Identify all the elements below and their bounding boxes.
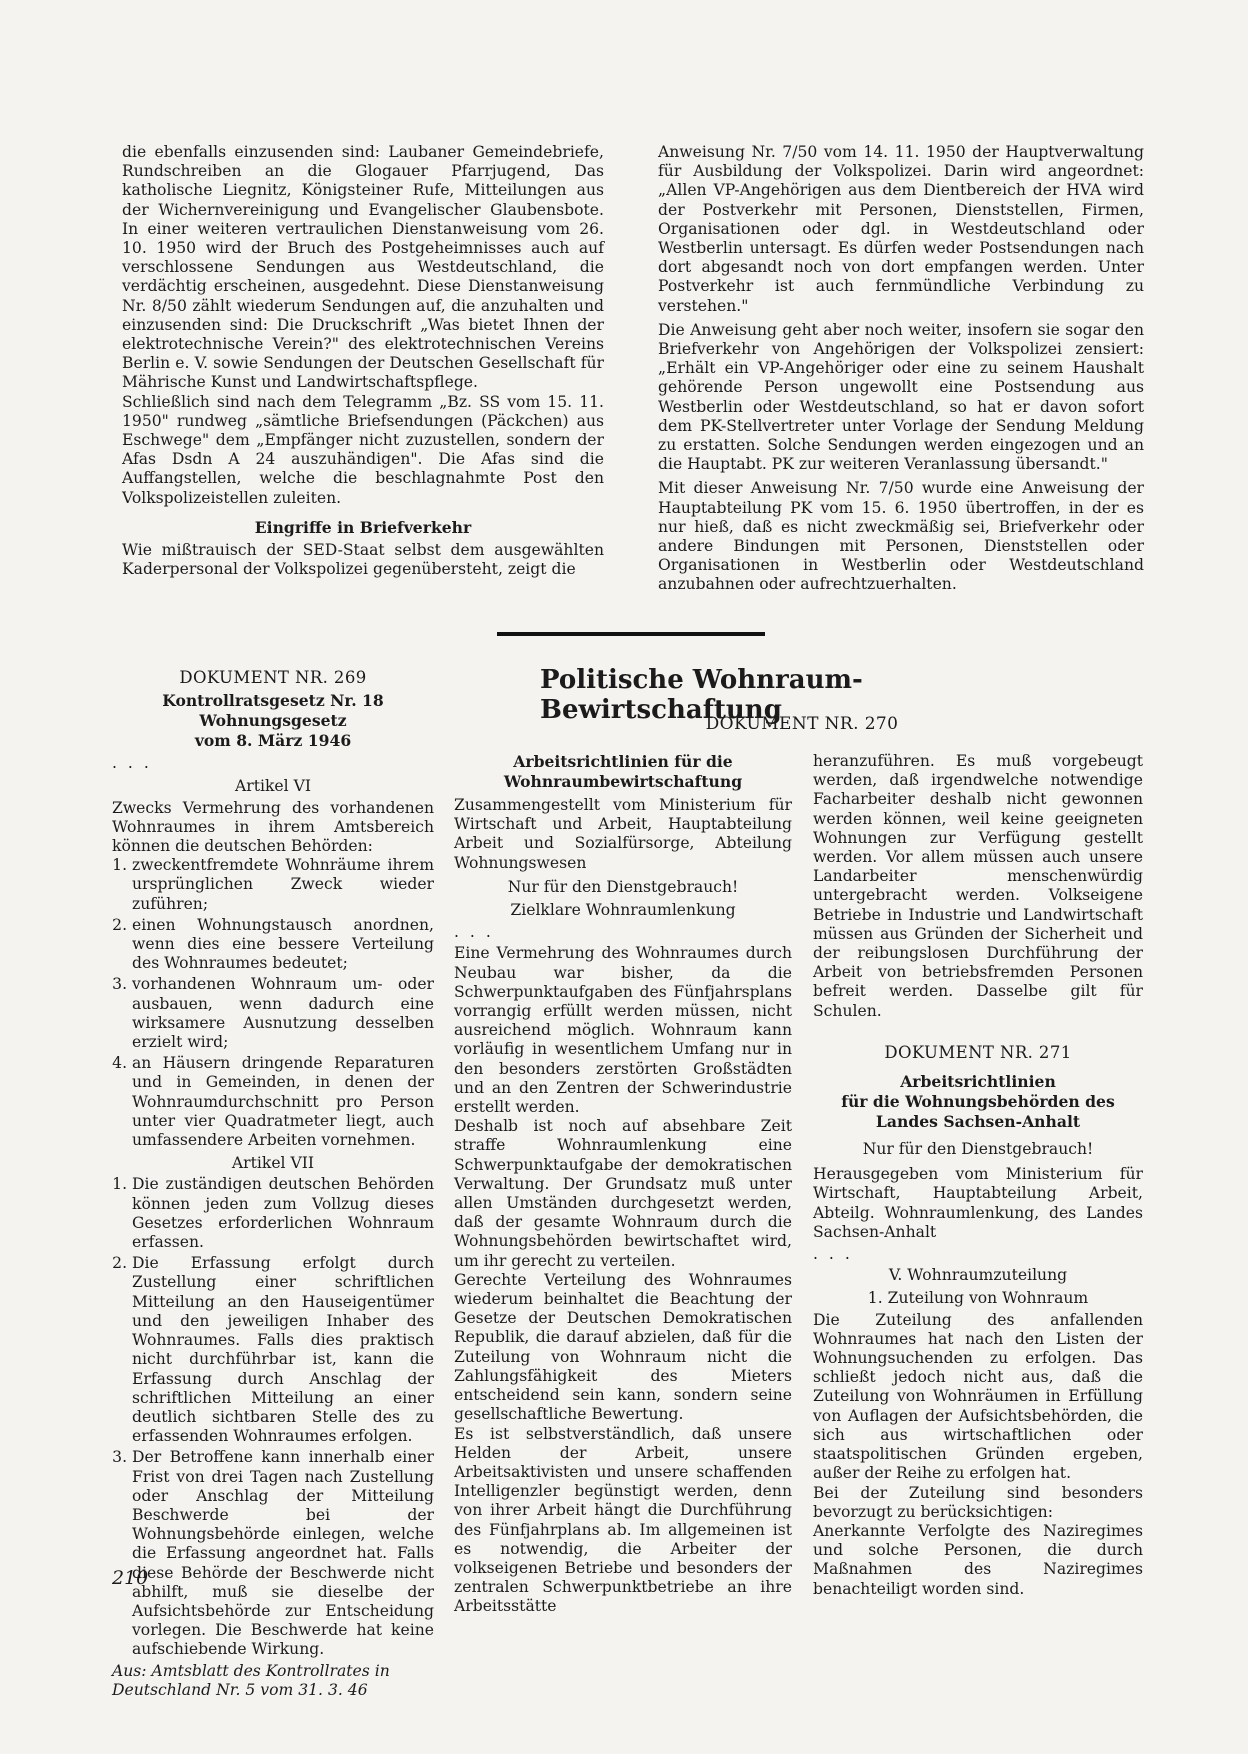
section-subheading: Eingriffe in Briefverkehr [254,517,472,537]
list-item: 1. Die zuständigen deutschen Behörden können jeden zum Vollzug dieses Gesetzes erforderlichen Wohnraum erfassen. [132,1175,434,1252]
list-item: 1. zweckentfremdete Wohnräume ihrem ursprünglichen Zweck wieder zuführen; [132,856,434,914]
article-heading: Artikel VI [234,777,311,796]
restricted-notice: Nur für den Dienstgebrauch! [862,1140,1094,1159]
paragraph: Zwecks Vermehrung des vorhandenen Wohnraumes in ihrem Amtsbereich können die deutschen Behörden: [112,798,434,856]
page-number: 210 [112,1567,149,1589]
paragraph: Deshalb ist noch auf absehbare Zeit straffe Wohnraumlenkung eine Schwerpunktaufgabe der demokratischen Verwaltung. Der Grundsatz muß unter allen Umständen durchgesetzt werden, daß der gesamte Wohnraum durch die Wohnungsbehörden bewirtschaftet wird, um ihr gerecht zu verteilen. [454,1117,792,1270]
paragraph: Schließlich sind nach dem Telegramm „Bz. SS vom 15. 11. 1950" rundweg „sämtliche Briefsendungen (Päckchen) aus Eschwege" dem „Empfänger nicht zuzustellen, sondern der Afas Dsdn A 24 auszuhändigen". Die Afas sind die Auffangstellen, welche die beschlagnahmte Post den Volkspolizeistellen zuleiten. [122,392,604,507]
article-7-list [112,1175,434,1659]
document-number-269: DOKUMENT NR. 269 [179,668,367,687]
list-item: 4. an Häusern dringende Reparaturen und in Gemeinden, in denen der Wohnraumdurchschnitt pro Person unter vier Quadratmeter liegt, auch umfassendere Arbeiten vornehmen. [132,1054,434,1150]
list-item: 3. Der Betroffene kann innerhalb einer Frist von drei Tagen nach Zustellung oder Anschlag der Mitteilung Beschwerde bei der Wohnungsbehörde einlegen, welche die Erfassung angeordnet hat. Falls diese Behörde der Beschwerde nicht abhilft, muß sie dieselbe der Aufsichtsbehörde zur Entscheidung vorlegen. Die Beschwerde hat keine aufschiebende Wirkung. [132,1448,434,1659]
paragraph: heranzuführen. Es muß vorgebeugt werden, daß irgendwelche notwendige Facharbeiter deshalb nicht gewonnen werden können, weil keine geeigneten Wohnungen zur Verfügung gestellt werden. Vor allem müssen auch unsere Landarbeiter menschenwürdig untergebracht werden. Volkseigene Betriebe in Industrie und Landwirtschaft müssen aus Gründen der Sicherheit und der reibungslosen Durchführung der Arbeit von betriebsfremden Personen befreit werden. Dasselbe gilt für Schulen. [813,752,1143,1020]
document-number-271: DOKUMENT NR. 271 [884,1042,1072,1062]
section-heading: Zielklare Wohnraumlenkung [510,901,736,920]
paragraph: Bei der Zuteilung sind besonders bevorzugt zu berücksichtigen: [813,1483,1143,1521]
document-number-270: DOKUMENT NR. 270 [705,714,899,734]
paragraph: Gerechte Verteilung des Wohnraumes wiederum beinhaltet die Beachtung der Gesetze der Deutschen Demokratischen Republik, die darauf abzielen, daß für die Zuteilung von Wohnraum nicht die Zahlungsfähigkeit des Mieters entscheidend sein kann, sondern seine gesellschaftliche Bewertung. [454,1270,792,1424]
section-heading: V. Wohnraumzuteilung [888,1266,1068,1285]
list-item: 2. Die Erfassung erfolgt durch Zustellung einer schriftlichen Mitteilung an den Hauseigentümer und den jeweiligen Inhaber des Wohnraumes. Falls dies praktisch nicht durchführbar ist, kann die Erfassung durch Anschlag der schriftlichen Mitteilung an einer deutlich sichtbaren Stelle des zu erfassenden Wohnraumes erfolgen. [132,1254,434,1446]
restricted-notice: Nur für den Dienstgebrauch! [507,877,739,896]
paragraph: Die Zuteilung des anfallenden Wohnraumes hat nach den Listen der Wohnungsuchenden zu erfolgen. Das schließt jedoch nicht aus, daß die Zuteilung von Wohnräumen in Erfüllung von Auflagen der Aufsichtsbehörden, die sich aus wirtschaftlichen oder staatspolitischen Gründen ergeben, außer der Reihe zu erfolgen hat. [813,1310,1143,1483]
document-title: für die Wohnungsbehörden des Landes Sachsen-Anhalt [841,1092,1115,1132]
top-left-column [122,143,604,584]
ellipsis: . . . [112,754,152,773]
document-title: vom 8. März 1946 [194,731,352,751]
list-item: 3. vorhandenen Wohnraum um- oder ausbauen, wenn dadurch eine wirksamere Ausnutzung desselben erzielt wird; [132,975,434,1052]
source-citation: Aus: Amtsblatt des Kontrollrates in Deutschland Nr. 5 vom 31. 3. 46 [112,1661,390,1699]
publisher: Herausgegeben vom Ministerium für Wirtschaft, Hauptabteilung Arbeit, Abteilg. Wohnraumlenkung, des Landes Sachsen-Anhalt [813,1165,1143,1241]
paragraph: Die Anweisung geht aber noch weiter, insofern sie sogar den Briefverkehr von Angehörigen der Volkspolizei zensiert: „Erhält ein VP-Angehöriger oder eine zu seinem Haushalt gehörende Person ungewollt eine Postsendung aus Westberlin oder Westdeutschland, so hat er davon sofort dem PK-Stellvertreter unter Vorlage der Sendung Meldung zu erstatten. Solche Sendungen werden eingezogen und an die Hauptabt. PK zur weiteren Veranlassung übersandt." [658,320,1144,474]
paragraph: die ebenfalls einzusenden sind: Laubaner Gemeindebriefe, Rundschreiben an die Glogauer Pfarrjugend, Das katholische Liegnitz, Königsteiner Rufe, Mitteilungen aus der Wichernvereinigung und Evangelischer Glaubensbote. In einer weiteren vertraulichen Dienstanweisung vom 26. 10. 1950 wird der Bruch des Postgeheimnisses auch auf verschlossene Sendungen aus Westdeutschland, die verdächtig erscheinen, ausgedehnt. Diese Dienstanweisung Nr. 8/50 zählt wiederum Sendungen auf, die anzuhalten und einzusenden sind: Die Druckschrift „Was bietet Ihnen der elektrotechnische Verein?" des elektrotechnischen Vereins Berlin e. V. sowie Sendungen der Deutschen Gesellschaft für Mährische Kunst und Landwirtschaftspflege. [122,143,604,392]
paragraph: Eine Vermehrung des Wohnraumes durch Neubau war bisher, da die Schwerpunktaufgaben des Fünfjahrsplans vorrangig erfüllt werden müssen, nicht ausreichend möglich. Wohnraum kann vorläufig in wesentlichem Umfang nur in den besonders zerstörten Großstädten und an den Zentren der Schwerindustrie erstellt werden. [454,944,792,1117]
section-divider [497,632,765,636]
paragraph: Mit dieser Anweisung Nr. 7/50 wurde eine Anweisung der Hauptabteilung PK vom 15. 6. 1950 übertroffen, in der es nur hieß, daß es nicht zweckmäßig sei, Briefverkehr oder andere Bindungen mit Personen, Dienststellen oder Organisationen in Westberlin oder Westdeutschland anzubahnen oder aufrechtzuerhalten. [658,479,1144,594]
ellipsis: . . . [454,923,494,942]
list-item: 2. einen Wohnungstausch anordnen, wenn dies eine bessere Verteilung des Wohnraumes bedeutet; [132,916,434,974]
paragraph: Wie mißtrauisch der SED-Staat selbst dem ausgewählten Kaderpersonal der Volkspolizei gegenübersteht, zeigt die [122,541,604,579]
paragraph: Anweisung Nr. 7/50 vom 14. 11. 1950 der Hauptverwaltung für Ausbildung der Volkspolizei. Darin wird angeordnet: „Allen VP-Angehörigen aus dem Dientbereich der HVA wird der Postverkehr mit Personen, Dienststellen, Firmen, Organisationen oder dgl. in Westdeutschland oder Westberlin untersagt. Es dürfen weder Postsendungen nach dort abgesandt noch von dort empfangen werden. Unter Postverkehr ist auch fernmündliche Verbindung zu verstehen." [658,143,1144,315]
paragraph: Es ist selbstverständlich, daß unsere Helden der Arbeit, unsere Arbeitsaktivisten und unsere schaffenden Intelligenzler begünstigt werden, denn von ihrer Arbeit hängt die Durchführung des Fünfjahrplans ab. Im allgemeinen ist es notwendig, die Arbeiter der volkseigenen Betriebe und besonders der zentralen Schwerpunktbetriebe an ihre Arbeitsstätte [454,1424,792,1616]
page-heading: Politische Wohnraum-Bewirtschaftung [540,665,863,725]
article-6-list [112,856,434,1150]
article-heading: Artikel VII [231,1154,315,1173]
top-right-column [658,143,1144,600]
subsection-heading: 1. Zuteilung von Wohnraum [867,1289,1089,1308]
ellipsis: . . . [813,1245,853,1264]
compiled-by: Zusammengestellt vom Ministerium für Wirtschaft und Arbeit, Hauptabteilung Arbeit und Sozialfürsorge, Abteilung Wohnungswesen [454,796,792,872]
paragraph: Anerkannte Verfolgte des Naziregimes und solche Personen, die durch Maßnahmen des Naziregimes benachteiligt worden sind. [813,1521,1143,1598]
document-title: Wohnungsgesetz [199,711,347,731]
doc-269-column [112,668,434,1700]
doc-271-column [813,752,1143,1599]
document-title: Kontrollratsgesetz Nr. 18 [162,691,384,711]
document-title: Arbeitsrichtlinien für die Wohnraumbewirtschaftung [503,752,743,791]
document-title: Arbeitsrichtlinien [900,1072,1056,1092]
doc-270-column [454,752,792,1617]
